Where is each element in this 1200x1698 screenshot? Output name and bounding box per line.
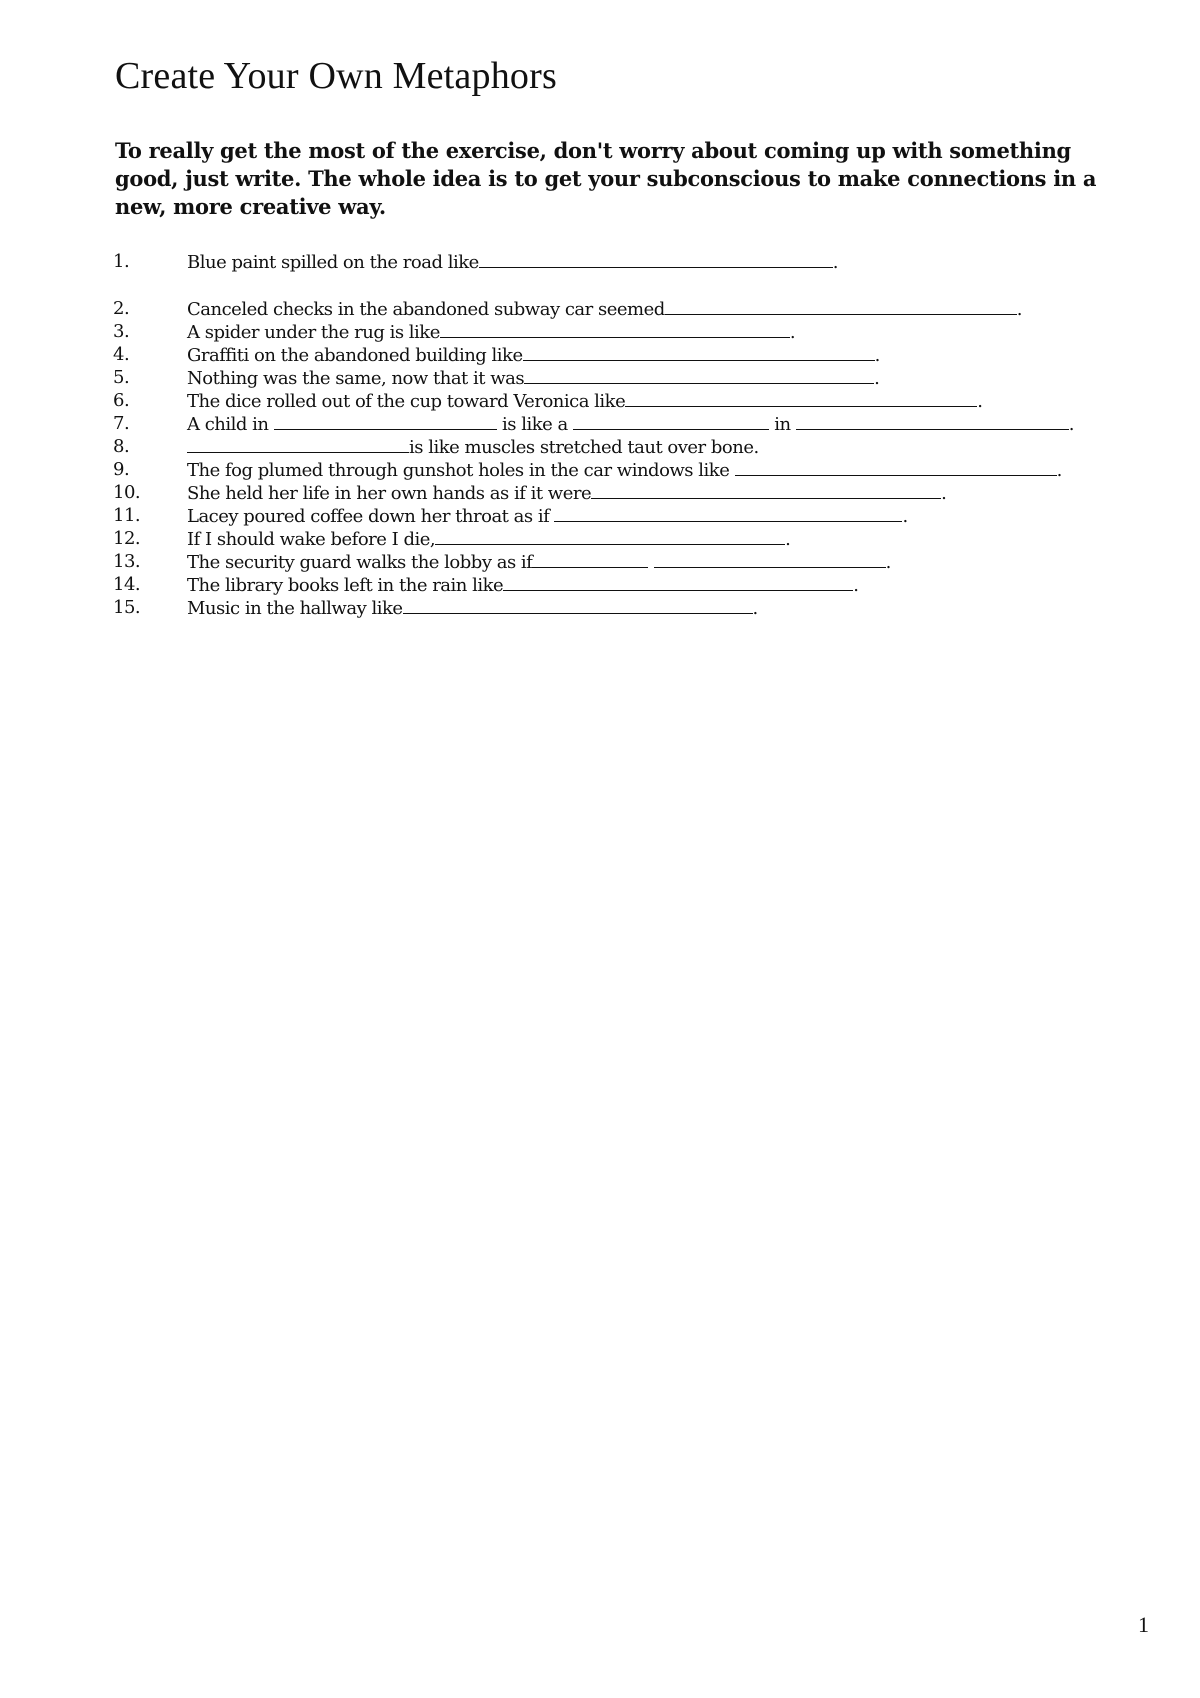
end-punctuation: . [1068, 414, 1075, 435]
item-number: 6. [113, 390, 130, 411]
end-punctuation: . [752, 598, 758, 619]
end-punctuation: . [874, 345, 880, 366]
item-number: 14. [113, 574, 141, 595]
end-punctuation: . [1016, 299, 1022, 320]
end-punctuation: . [1056, 460, 1062, 481]
intro-paragraph: To really get the most of the exercise, don't worry about coming up with something good, just write. The whole idea is to get your subconscious to make connections in a new, more creative way. [115, 138, 1097, 219]
answer-blank[interactable] [665, 297, 1017, 315]
end-punctuation: . [832, 252, 839, 273]
prompt-text: Graffiti on the abandoned building like [187, 345, 523, 366]
answer-blank[interactable] [524, 366, 874, 384]
prompt-text: The dice rolled out of the cup toward Veronica like [187, 391, 626, 412]
answer-blank[interactable] [735, 458, 1057, 476]
answer-blank[interactable] [440, 320, 790, 338]
prompt-text: The security guard walks the lobby as if [187, 552, 533, 573]
prompt-text: She held her life in her own hands as if it were [187, 483, 592, 504]
prompt-text: Music in the hallway like [187, 598, 403, 619]
prompt-text: The library books left in the rain like [187, 575, 504, 596]
end-punctuation: . [885, 552, 891, 573]
page-number: 1 [1138, 1612, 1149, 1637]
prompt-text: is like muscles stretched taut over bone. [409, 437, 759, 458]
item-number: 8. [113, 436, 130, 457]
end-punctuation: . [902, 506, 908, 527]
end-punctuation: . [874, 368, 880, 389]
answer-blank[interactable] [523, 343, 875, 361]
item-number: 5. [113, 367, 130, 388]
item-number: 4. [113, 344, 130, 365]
prompt-text: in [774, 414, 791, 435]
prompt-text: is like a [501, 414, 568, 435]
prompt-text: A spider under the rug is like [187, 322, 440, 343]
end-punctuation: . [977, 391, 983, 412]
page-title: Create Your Own Metaphors [115, 55, 557, 97]
item-number: 9. [113, 459, 130, 480]
prompt-text: Lacey poured coffee down her throat as if [187, 506, 550, 527]
item-number: 1. [113, 251, 130, 272]
item-number: 3. [113, 321, 130, 342]
answer-blank[interactable] [625, 389, 977, 407]
answer-blank[interactable] [403, 596, 753, 614]
prompt-text: Blue paint spilled on the road like [187, 252, 479, 273]
prompt-text: If I should wake before I die, [187, 529, 436, 550]
item-number: 10. [113, 482, 141, 503]
answer-blank[interactable] [591, 481, 941, 499]
prompt-text: Canceled checks in the abandoned subway car seemed [187, 299, 665, 320]
item-number: 7. [113, 413, 130, 434]
item-number: 2. [113, 298, 130, 319]
answer-blank[interactable] [274, 412, 497, 430]
answer-blank[interactable] [435, 527, 785, 545]
item-number: 15. [113, 597, 141, 618]
end-punctuation: . [785, 529, 791, 550]
answer-blank[interactable] [503, 573, 853, 591]
prompt-text: A child in [187, 414, 269, 435]
prompt-text: The fog plumed through gunshot holes in the car windows like [187, 460, 730, 481]
item-number: 11. [113, 505, 141, 526]
end-punctuation: . [789, 322, 796, 343]
end-punctuation: . [941, 483, 947, 504]
answer-blank[interactable] [796, 412, 1069, 430]
answer-blank[interactable] [654, 550, 886, 568]
item-number: 12. [113, 528, 141, 549]
answer-blank[interactable] [573, 412, 769, 430]
answer-blank[interactable] [479, 250, 833, 268]
prompt-text: Nothing was the same, now that it was [187, 368, 525, 389]
answer-blank[interactable] [187, 435, 409, 453]
answer-blank[interactable] [554, 504, 902, 522]
end-punctuation: . [853, 575, 859, 596]
answer-blank[interactable] [532, 550, 648, 568]
item-number: 13. [113, 551, 141, 572]
